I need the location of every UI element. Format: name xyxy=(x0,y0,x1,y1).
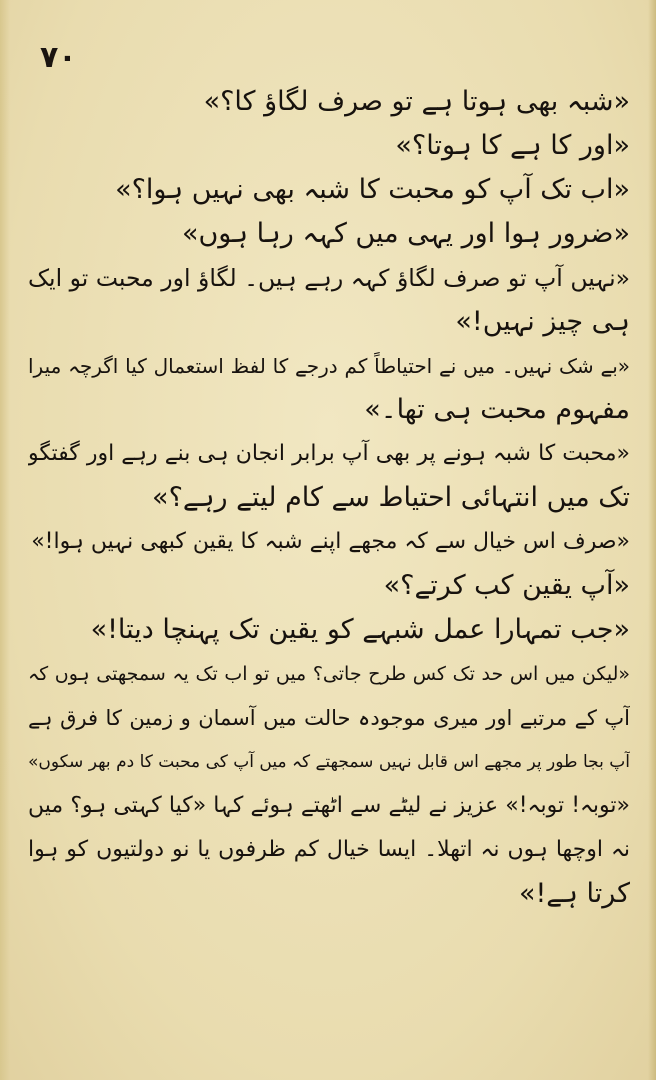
text-line: «شبہ بھی ہوتا ہے تو صرف لگاؤ کا؟» xyxy=(203,86,630,117)
text-line: کرتا ہے!» xyxy=(518,878,630,909)
page-text xyxy=(28,80,630,916)
text-line: «محبت کا شبہ ہونے پر بھی آپ برابر انجان ہی بنے رہے اور گفتگو xyxy=(28,441,630,466)
text-line: «اور کا ہے کا ہوتا؟» xyxy=(395,130,630,161)
text-line: «نہیں آپ تو صرف لگاؤ کہہ رہے ہیں۔ لگاؤ اور محبت تو ایک xyxy=(28,264,630,292)
text-line: «جب تمہارا عمل شبہے کو یقین تک پہنچا دیتا!» xyxy=(90,614,630,645)
text-line: «اب تک آپ کو محبت کا شبہ بھی نہیں ہوا؟» xyxy=(115,174,630,205)
text-line: تک میں انتہائی احتیاط سے کام لیتے رہے؟» xyxy=(152,482,630,513)
text-line: «لیکن میں اس حد تک کس طرح جاتی؟ میں تو اب تک یہ سمجھتی ہوں کہ xyxy=(28,663,630,685)
text-line: آپ کے مرتبے اور میری موجودہ حالت میں آسمان و زمین کا فرق ہے xyxy=(28,706,630,730)
text-line: «ضرور ہوا اور یہی میں کہہ رہا ہوں» xyxy=(181,218,630,249)
text-line: آپ بجا طور پر مجھے اس قابل نہیں سمجھتے کہ میں آپ کی محبت کا دم بھر سکوں» xyxy=(28,752,630,772)
text-line: «توبہ! توبہ!» عزیز نے لیٹے سے اٹھتے ہوئے کہا «کیا کہتی ہو؟ میں xyxy=(28,793,630,818)
page-edge-shadow-left xyxy=(0,0,10,1080)
text-line: «بے شک نہیں۔ میں نے احتیاطاً کم درجے کا لفظ استعمال کیا اگرچہ میرا xyxy=(28,354,630,378)
page-edge-shadow-right xyxy=(648,0,656,1080)
text-line: مفہوم محبت ہی تھا۔» xyxy=(364,394,630,425)
text-line: «صرف اس خیال سے کہ مجھے اپنے شبہ کا یقین کبھی نہیں ہوا!» xyxy=(31,529,630,554)
page-number: ۷۰ xyxy=(40,40,77,75)
text-line: ہی چیز نہیں!» xyxy=(455,306,630,337)
text-line: نہ اوچھا ہوں نہ اتھلا۔ ایسا خیال کم ظرفوں یا نو دولتیوں کو ہوا xyxy=(28,837,630,862)
text-line: «آپ یقین کب کرتے؟» xyxy=(383,570,630,601)
